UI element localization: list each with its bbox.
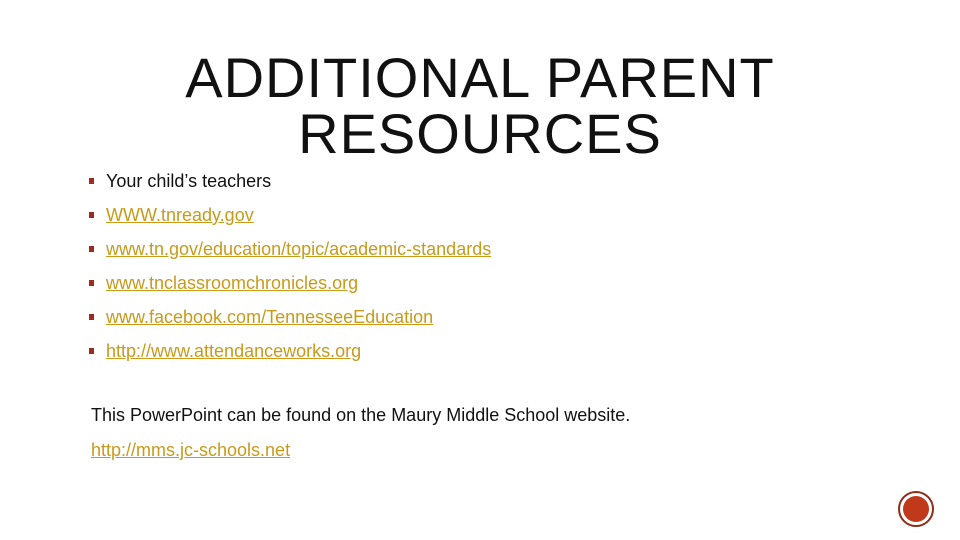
footer-note: This PowerPoint can be found on the Maury Middle School website. <box>91 405 631 425</box>
link-facebook-tn-education[interactable]: www.facebook.com/TennesseeEducation <box>106 307 434 327</box>
circle-nav-icon <box>903 496 929 522</box>
square-bullet-icon <box>89 314 94 320</box>
square-bullet-icon <box>89 246 94 252</box>
title-line-1: ADDITIONAL PARENT <box>185 46 775 109</box>
square-bullet-icon <box>89 348 94 354</box>
link-academic-standards[interactable]: www.tn.gov/education/topic/academic-standards <box>106 239 492 259</box>
link-school-website[interactable]: http://mms.jc-schools.net <box>91 440 291 460</box>
link-tnready[interactable]: WWW.tnready.gov <box>106 205 254 225</box>
resource-list <box>88 168 491 372</box>
square-bullet-icon <box>89 212 94 218</box>
link-classroom-chronicles[interactable]: www.tnclassroomchronicles.org <box>106 273 359 293</box>
list-item <box>88 202 491 236</box>
list-item <box>88 270 491 304</box>
list-item <box>88 168 491 202</box>
slide-title <box>150 46 810 165</box>
square-bullet-icon <box>89 280 94 286</box>
slide-nav-button[interactable] <box>898 491 934 527</box>
title-line-2: RESOURCES <box>298 102 662 165</box>
link-attendance-works[interactable]: http://www.attendanceworks.org <box>106 341 362 361</box>
list-item <box>88 338 491 372</box>
list-item <box>88 236 491 270</box>
list-item <box>88 304 491 338</box>
square-bullet-icon <box>89 178 94 184</box>
bullet-text-teachers: Your child’s teachers <box>106 171 272 191</box>
